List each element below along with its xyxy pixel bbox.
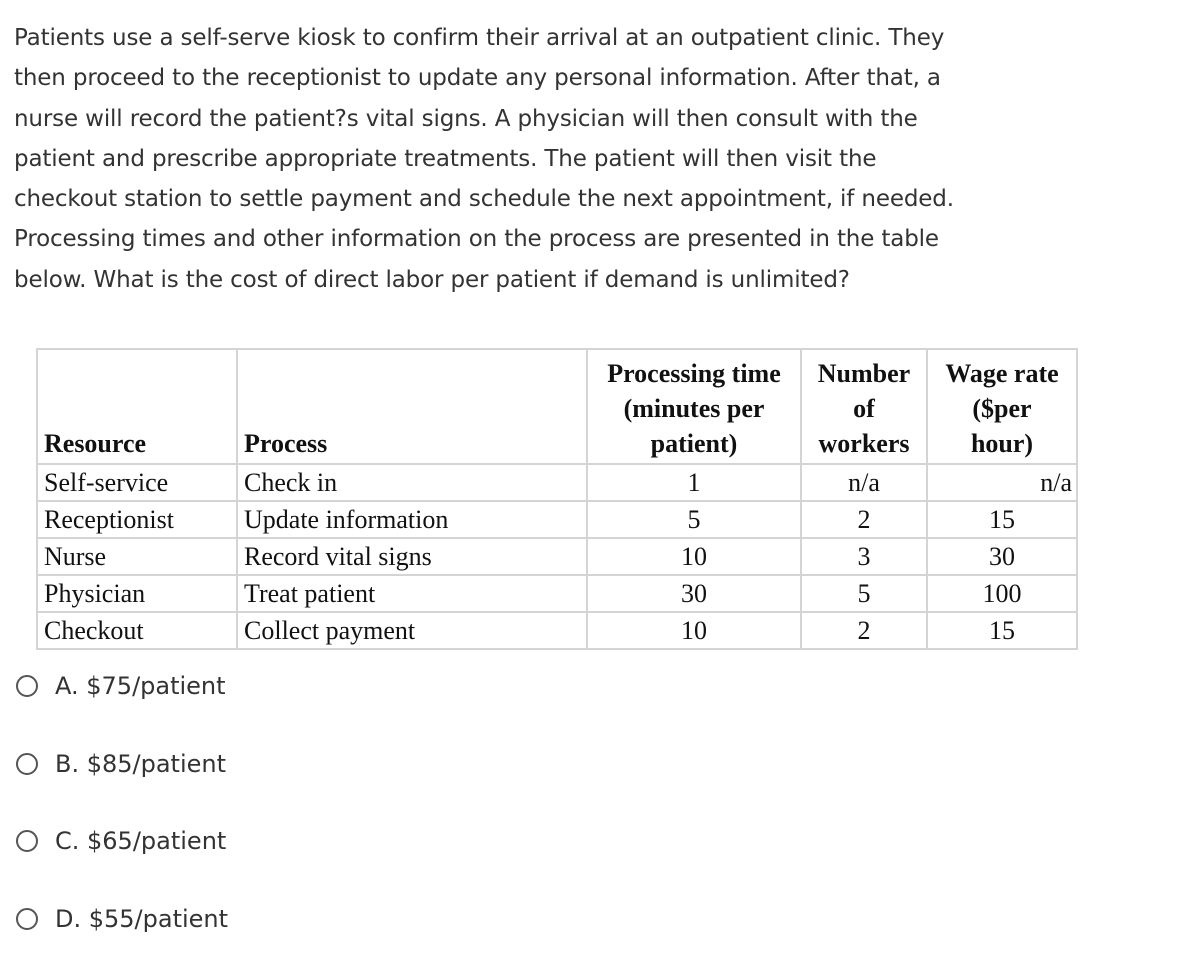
- cell-resource: Receptionist: [37, 501, 237, 538]
- cell-workers: n/a: [801, 464, 927, 501]
- cell-resource: Self-service: [37, 464, 237, 501]
- header-workers-line: of: [853, 394, 875, 423]
- cell-process: Record vital signs: [237, 538, 587, 575]
- option-a[interactable]: [16, 664, 228, 708]
- header-wage-rate: [927, 349, 1077, 464]
- table-row: [37, 464, 1077, 501]
- process-table: [36, 348, 1078, 650]
- table-header-row: [37, 349, 1077, 464]
- cell-processing-time: 1: [587, 464, 801, 501]
- header-processing-time-line: Processing time: [607, 359, 781, 388]
- cell-wage: 100: [927, 575, 1077, 612]
- header-processing-time-line: (minutes per: [623, 394, 765, 423]
- question-line: Patients use a self-serve kiosk to confirm their arrival at an outpatient clinic. They: [14, 25, 945, 51]
- header-processing-time-line: patient): [650, 429, 738, 458]
- cell-process: Treat patient: [237, 575, 587, 612]
- question-line: checkout station to settle payment and schedule the next appointment, if needed.: [14, 186, 954, 213]
- header-workers-line: workers: [818, 429, 910, 458]
- cell-process: Update information: [237, 501, 587, 538]
- cell-wage: n/a: [927, 464, 1077, 501]
- cell-workers: 5: [801, 575, 927, 612]
- option-b-label[interactable]: B. $85/patient: [55, 749, 227, 778]
- table-row: [37, 575, 1077, 612]
- process-table-container: [36, 348, 1078, 650]
- cell-processing-time: 30: [587, 575, 801, 612]
- header-wage-line: Wage rate: [945, 359, 1059, 388]
- question-line: nurse will record the patient?s vital signs. A physician will then consult with the: [14, 105, 918, 132]
- header-wage-line: ($per: [972, 394, 1032, 423]
- cell-wage: 15: [927, 501, 1077, 538]
- cell-process: Collect payment: [237, 612, 587, 649]
- cell-resource: Physician: [37, 575, 237, 612]
- table-row: [37, 501, 1077, 538]
- question-text: [14, 18, 1164, 300]
- cell-resource: Checkout: [37, 612, 237, 649]
- cell-processing-time: 10: [587, 612, 801, 649]
- question-line: Processing times and other information on the process are presented in the table: [14, 226, 939, 253]
- option-c[interactable]: [16, 819, 228, 863]
- header-processing-time: [587, 349, 801, 464]
- cell-processing-time: 10: [587, 538, 801, 575]
- table-row: [37, 538, 1077, 575]
- header-wage-line: hour): [970, 429, 1034, 458]
- question-line: then proceed to the receptionist to update any personal information. After that, a: [14, 65, 941, 92]
- cell-wage: 15: [927, 612, 1077, 649]
- cell-resource: Nurse: [37, 538, 237, 575]
- radio-button-b[interactable]: [16, 753, 38, 775]
- question-line: below. What is the cost of direct labor per patient if demand is unlimited?: [14, 266, 850, 293]
- header-resource: Resource: [37, 349, 237, 464]
- cell-workers: 2: [801, 612, 927, 649]
- radio-button-c[interactable]: [16, 830, 38, 852]
- header-workers-line: Number: [817, 359, 911, 388]
- option-c-label[interactable]: C. $65/patient: [55, 827, 227, 855]
- option-b[interactable]: [16, 742, 228, 786]
- cell-processing-time: 5: [587, 501, 801, 538]
- option-d-label[interactable]: D. $55/patient: [55, 904, 229, 933]
- option-a-label[interactable]: A. $75/patient: [55, 672, 226, 700]
- option-d[interactable]: [16, 897, 228, 941]
- radio-button-d[interactable]: [16, 908, 38, 930]
- cell-wage: 30: [927, 538, 1077, 575]
- cell-process: Check in: [237, 464, 587, 501]
- cell-workers: 2: [801, 501, 927, 538]
- cell-workers: 3: [801, 538, 927, 575]
- table-row: [37, 612, 1077, 649]
- radio-button-a[interactable]: [16, 675, 38, 697]
- header-number-of-workers: [801, 349, 927, 464]
- answer-options: [16, 664, 228, 961]
- question-line: patient and prescribe appropriate treatments. The patient will then visit the: [14, 145, 877, 172]
- header-process: Process: [237, 349, 587, 464]
